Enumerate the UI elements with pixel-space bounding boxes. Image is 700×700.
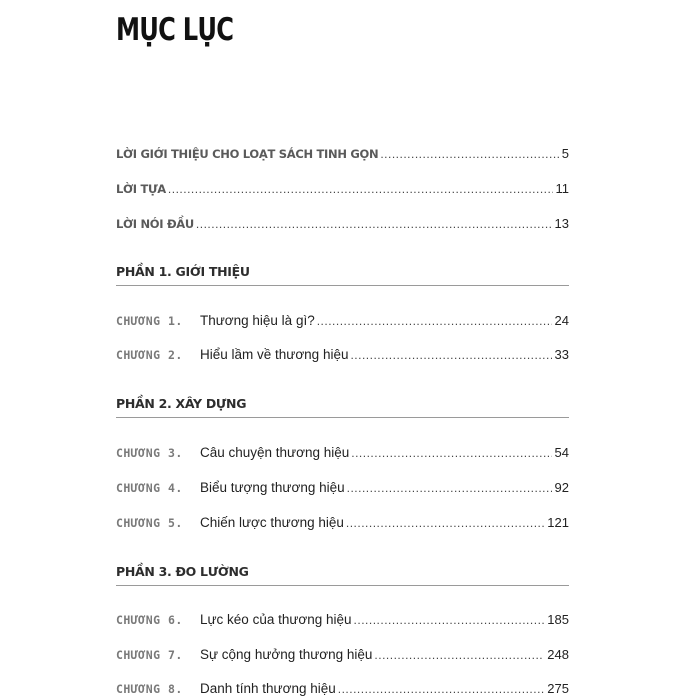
leader-dots <box>374 648 544 662</box>
toc-entry-chapter-1[interactable] <box>116 313 569 328</box>
toc-entry-chapter-7[interactable] <box>116 647 569 662</box>
page-number: 185 <box>547 612 569 627</box>
page-number: 24 <box>554 313 569 328</box>
chapter-label: CHƯƠNG 2. <box>116 348 183 362</box>
chapter-title: Lực kéo của thương hiệu <box>200 612 352 627</box>
toc-entry-preface[interactable] <box>116 181 569 196</box>
leader-dots <box>317 314 552 328</box>
chapter-label: CHƯƠNG 3. <box>116 446 183 460</box>
leader-dots <box>351 446 551 460</box>
chapter-label: CHƯƠNG 5. <box>116 516 183 530</box>
page-number: 5 <box>561 146 569 161</box>
toc-entry-introduction[interactable] <box>116 146 569 161</box>
chapter-title: Thương hiệu là gì? <box>200 313 315 328</box>
chapter-label: CHƯƠNG 8. <box>116 682 183 696</box>
chapter-label: CHƯƠNG 1. <box>116 314 183 328</box>
entry-label: LỜI NÓI ĐẦU <box>116 217 194 231</box>
leader-dots <box>196 217 552 231</box>
entry-label: LỜI GIỚI THIỆU CHO LOẠT SÁCH TINH GỌN <box>116 147 379 161</box>
page-number: 92 <box>554 480 569 495</box>
leader-dots <box>338 682 545 696</box>
part-heading-2: PHẦN 2. XÂY DỰNG <box>116 396 569 418</box>
page-number: 54 <box>554 445 569 460</box>
page-number: 275 <box>547 681 569 696</box>
leader-dots <box>380 147 558 161</box>
leader-dots <box>347 481 552 495</box>
entry-label: LỜI TỰA <box>116 182 166 196</box>
toc-entry-chapter-3[interactable] <box>116 445 569 460</box>
chapter-label: CHƯƠNG 6. <box>116 613 183 627</box>
page-number: 248 <box>547 647 569 662</box>
page-number: 11 <box>555 181 569 196</box>
leader-dots <box>346 516 544 530</box>
chapter-label: CHƯƠNG 7. <box>116 648 183 662</box>
chapter-title: Sự cộng hưởng thương hiệu <box>200 647 373 662</box>
page-number: 13 <box>554 216 569 231</box>
toc-entry-chapter-4[interactable] <box>116 480 569 495</box>
chapter-title: Câu chuyện thương hiệu <box>200 445 350 460</box>
page-number: 33 <box>554 347 569 362</box>
toc-entry-chapter-6[interactable] <box>116 612 569 627</box>
toc-entry-chapter-2[interactable] <box>116 347 569 362</box>
chapter-title: Hiểu lầm về thương hiệu <box>200 347 349 362</box>
toc-entry-chapter-8[interactable] <box>116 681 569 696</box>
toc-entry-foreword[interactable] <box>116 216 569 231</box>
part-heading-1: PHẦN 1. GIỚI THIỆU <box>116 264 569 286</box>
chapter-label: CHƯƠNG 4. <box>116 481 183 495</box>
chapter-title: Biểu tượng thương hiệu <box>200 480 345 495</box>
chapter-title: Danh tính thương hiệu <box>200 681 336 696</box>
toc-entry-chapter-5[interactable] <box>116 515 569 530</box>
part-heading-3: PHẦN 3. ĐO LƯỜNG <box>116 564 569 586</box>
leader-dots <box>354 613 545 627</box>
leader-dots <box>350 348 551 362</box>
leader-dots <box>168 182 553 196</box>
chapter-title: Chiến lược thương hiệu <box>200 515 344 530</box>
page-title: MỤC LỤC <box>116 12 234 48</box>
page-number: 121 <box>547 515 569 530</box>
